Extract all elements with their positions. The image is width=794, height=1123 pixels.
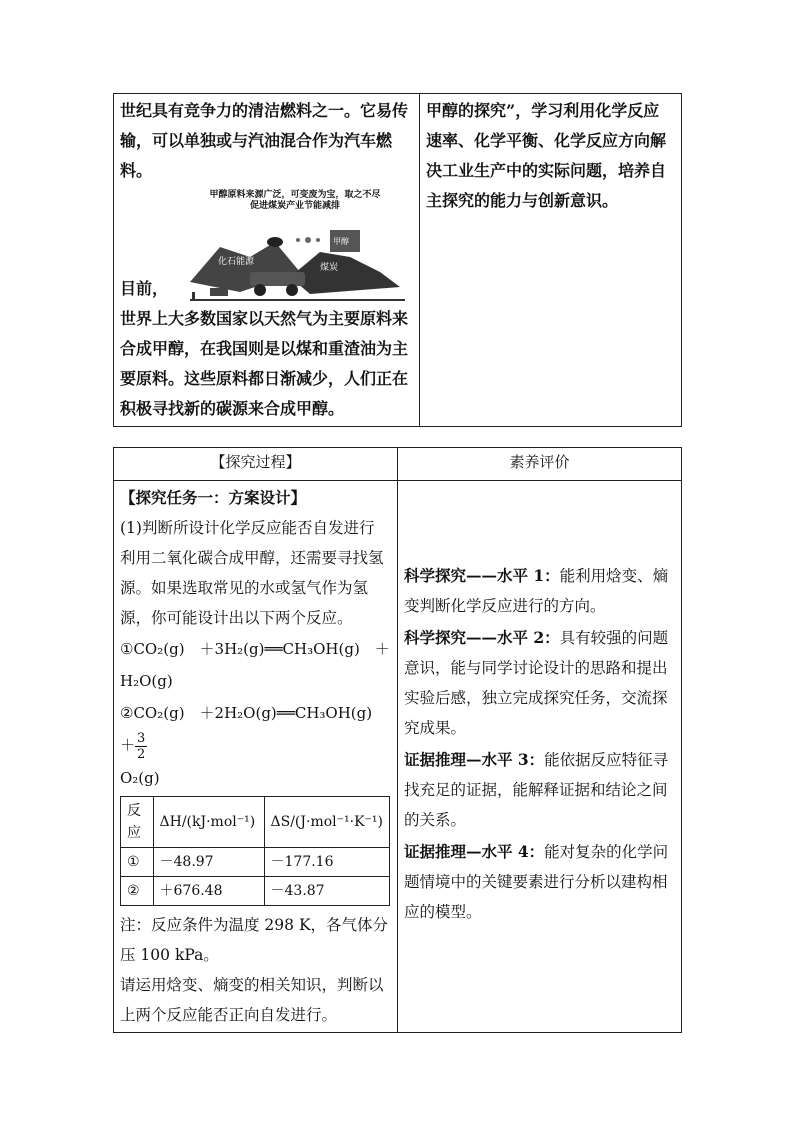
evaluation-cell bbox=[397, 481, 681, 1033]
illustration-caption-1: 甲醇原料来源广泛，可变废为宝，取之不尽 bbox=[209, 190, 381, 200]
coal-mining-icon bbox=[180, 212, 410, 304]
bottom-table bbox=[113, 447, 682, 1033]
illustration-label-right: 甲醇 bbox=[333, 237, 349, 246]
fraction-three-halves: $\frac{3}{2}$ bbox=[137, 730, 146, 762]
eval-item-3: 证据推理—水平 3：能依据反应特征寻找充足的证据，能解释证据和结论之间的关系。 bbox=[403, 750, 669, 829]
top-left-cell bbox=[114, 94, 420, 427]
task-paragraph-2: 利用二氧化碳合成甲醇，还需要寻找氢源。如果选取常见的水或氢气作为氢源，你可能设计出以下两个反应。 bbox=[120, 549, 384, 627]
equation-1: ①CO₂(g) ＋3H₂(g)══CH₃OH(g) ＋ bbox=[120, 640, 390, 658]
task-paragraph-1: (1)判断所设计化学反应能否自发进行 bbox=[120, 519, 375, 537]
question-text: 请运用焓变、熵变的相关知识，判断以上两个反应能否正向自发进行。 bbox=[120, 975, 384, 1024]
eval-item-2: 科学探究——水平 2：具有较强的问题意识，能与同学讨论设计的思路和提出实验后感，独立完成探究任务，交流探究成果。 bbox=[403, 628, 669, 737]
table-row: ① －48.97 －177.16 bbox=[121, 847, 390, 876]
eval-item-4: 证据推理—水平 4：能对复杂的化学问题情境中的关键要素进行分析以建构相应的模型。 bbox=[403, 842, 669, 921]
process-cell bbox=[114, 481, 398, 1033]
condition-note: 注：反应条件为温度 298 K，各气体分压 100 kPa。 bbox=[120, 915, 389, 964]
top-left-text-1: 世纪具有竞争力的清洁燃料之一。它易传输，可以单独或与汽油混合作为汽车燃料。 bbox=[120, 101, 409, 180]
illustration-label-mid: 煤炭 bbox=[320, 263, 339, 273]
top-left-text-2: 目前， bbox=[120, 279, 169, 298]
top-table bbox=[113, 93, 682, 427]
thermo-data-table bbox=[120, 796, 390, 906]
illustration-label-left: 化石能源 bbox=[218, 257, 255, 267]
col-header-ds: ΔS/(J·mol⁻¹·K⁻¹) bbox=[264, 796, 390, 847]
header-evaluation: 素养评价 bbox=[397, 448, 681, 481]
equation-2: ②CO₂(g) ＋2H₂O(g)══CH₃OH(g) ＋ $\frac{3}{2}$ bbox=[120, 704, 388, 762]
eval-item-1: 科学探究——水平 1：能利用焓变、熵变判断化学反应进行的方向。 bbox=[403, 566, 669, 615]
equation-1-tail: H₂O(g) bbox=[120, 672, 173, 690]
header-process: 【探究过程】 bbox=[114, 448, 398, 481]
col-header-dh: ΔH/(kJ·mol⁻¹) bbox=[153, 796, 264, 847]
top-right-text: 甲醇的探究”，学习利用化学反应速率、化学平衡、化学反应方向解决工业生产中的实际问题，培养自主探究的能力与创新意识。 bbox=[425, 101, 666, 210]
col-header-reaction: 反应 bbox=[121, 796, 154, 847]
methanol-illustration bbox=[180, 190, 410, 308]
top-right-cell bbox=[419, 94, 681, 427]
task-title: 【探究任务一：方案设计】 bbox=[120, 488, 307, 507]
equation-2-tail: O₂(g) bbox=[120, 768, 160, 787]
illustration-caption-2: 促进煤炭产业节能减排 bbox=[249, 201, 340, 211]
table-row: ② ＋676.48 －43.87 bbox=[121, 876, 390, 905]
top-left-text-3: 世界上大多数国家以天然气为主要原料来合成甲醇，在我国则是以煤和重渣油为主要原料。这些原料都日渐减少，人们正在积极寻找新的碳源来合成甲醇。 bbox=[120, 309, 409, 418]
